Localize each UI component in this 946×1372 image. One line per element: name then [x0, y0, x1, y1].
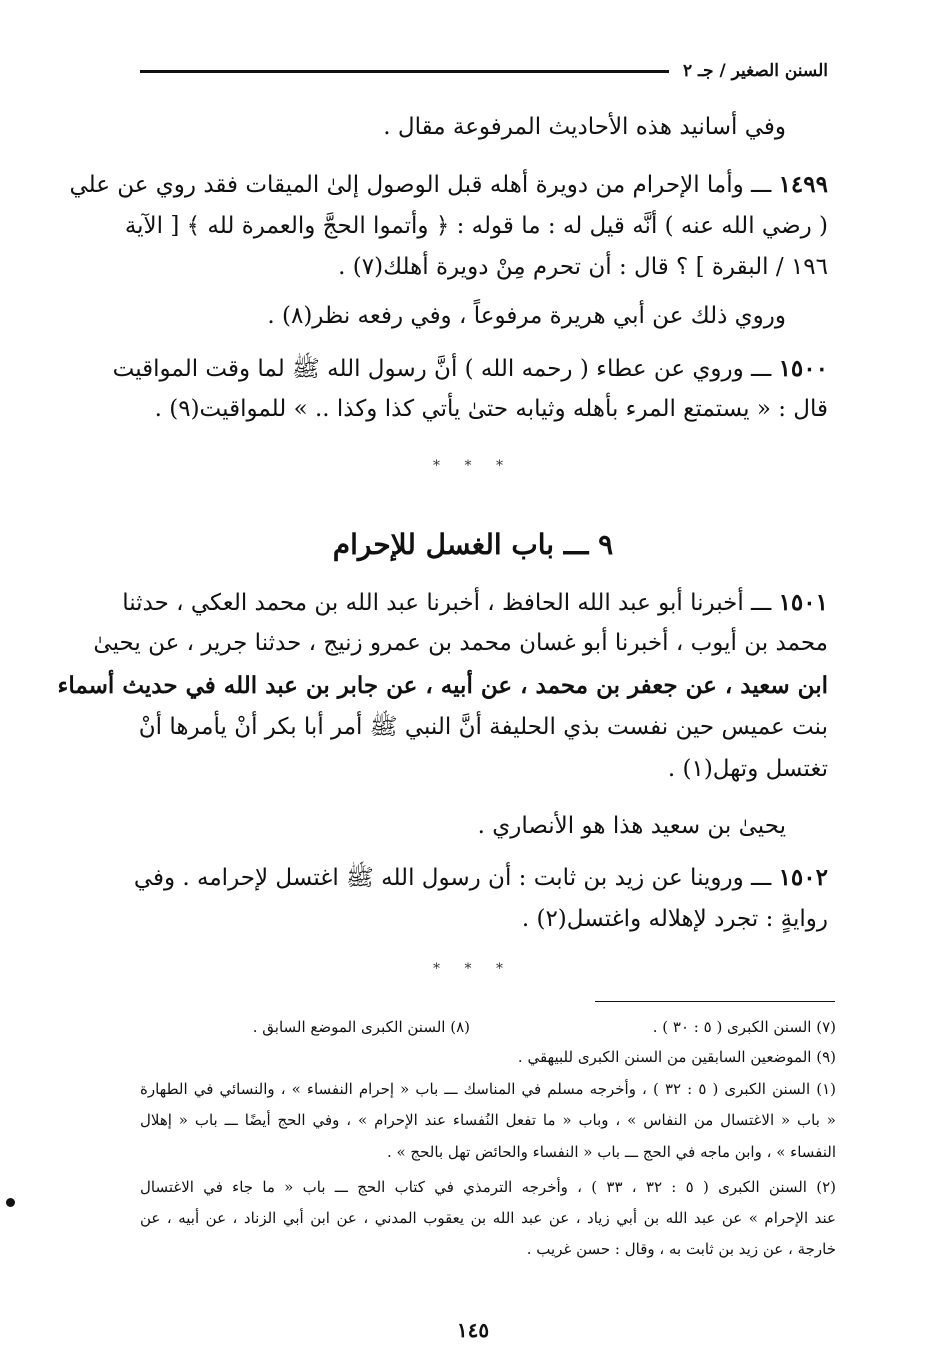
hadith-number: ١٥٠١ — [778, 589, 828, 616]
footnote-9: (٩) الموضعين السابقين من السنن الكبرى للبيهقي . — [517, 1048, 836, 1066]
footnote-rule — [595, 1001, 835, 1002]
text-line: وفي أسانيد هذه الأحاديث المرفوعة مقال . — [383, 114, 786, 140]
footnote-1-line-3: النفساء » ، وابن ماجه في الحج ـــ باب « النفساء والحائض تهل بالحج » . — [386, 1143, 836, 1161]
hadith-1501-line-2: محمد بن أيوب ، أخبرنا أبو غسان محمد بن عمرو زنيج ، حدثنا جرير ، عن يحيىٰ — [93, 630, 828, 656]
section-divider: * * * — [433, 961, 513, 977]
footnote-1-line-2: « باب « الاغتسال من النفاس » ، وباب « ما تفعل النُفساء عند الإحرام » ، وفي الحج أيضًا ـــ باب « إهلال — [140, 1111, 836, 1129]
hadith-1502-line-1 — [133, 861, 828, 895]
page-number: ١٤٥ — [456, 1318, 490, 1342]
hadith-1502-line-2: روايةٍ : تجرد لإهلاله واغتسل(٢) . — [521, 906, 828, 932]
hadith-1499-line-2: ( رضي الله عنه ) أنَّه قيل له : ما قوله : ﴿ وأتموا الحجَّ والعمرة لله ﴾ [ الآية — [124, 213, 828, 239]
hadith-1501-line-5: تغتسل وتهل(١) . — [667, 756, 828, 782]
footnote-7: (٧) السنن الكبرى ( ٥ : ٣٠ ) . — [652, 1018, 836, 1036]
text-line: وروي ذلك عن أبي هريرة مرفوعاً ، وفي رفعه نظر(٨) . — [267, 303, 786, 329]
hadith-text: ـــ أخبرنا أبو عبد الله الحافظ ، أخبرنا عبد الله بن محمد العكي ، حدثنا — [122, 590, 772, 616]
footnote-1-line-1: (١) السنن الكبرى ( ٥ : ٣٢ ) ، وأخرجه مسلم في المناسك ـــ باب « إحرام النفساء » ، والنسائي في الطهارة — [140, 1080, 837, 1098]
hadith-1499-line-3: ١٩٦ / البقرة ] ؟ قال : أن تحرم مِنْ دويرة أهلك(٧) . — [338, 254, 828, 280]
hadith-1501-line-4: بنت عميس حين نفست بذي الحليفة أنَّ النبي ﷺ أمر أبا بكر أنْ يأمرها أنْ — [138, 714, 828, 740]
hadith-1500-line-1 — [112, 352, 828, 386]
hadith-text: ـــ وروي عن عطاء ( رحمه الله ) أنَّ رسول الله ﷺ لما وقت المواقيت — [112, 356, 772, 382]
hadith-text: ـــ وأما الإحرام من دويرة أهله قبل الوصول إلىٰ الميقات فقد روي عن علي — [69, 172, 772, 198]
footnote-2-line-2: عند الإحرام » عن عبد الله بن أبي زياد ، عن عبد الله بن يعقوب المدني ، عن ابن أبي الزناد ، عن أبيه ، عن — [140, 1209, 836, 1227]
section-divider: * * * — [433, 458, 513, 474]
hadith-number: ١٤٩٩ — [778, 171, 828, 198]
running-header — [140, 56, 828, 86]
footnote-2-line-1: (٢) السنن الكبرى ( ٥ : ٣٢ ، ٣٣ ) ، وأخرجه الترمذي في كتاب الحج ـــ باب « ما جاء في الاغتسال — [140, 1178, 837, 1196]
header-rule — [140, 70, 669, 73]
hadith-1499-line-1 — [69, 168, 828, 202]
hadith-number: ١٥٠٠ — [778, 355, 828, 382]
hadith-number: ١٥٠٢ — [778, 864, 828, 891]
margin-mark — [6, 1198, 15, 1207]
hadith-1501-line-3: ابن سعيد ، عن جعفر بن محمد ، عن أبيه ، عن جابر بن عبد الله في حديث أسماء — [57, 672, 828, 699]
chapter-heading: ٩ ـــ باب الغسل للإحرام — [332, 528, 614, 561]
text-line: يحيىٰ بن سعيد هذا هو الأنصاري . — [477, 813, 786, 839]
footnote-2-line-3: خارجة ، عن زيد بن ثابت به ، وقال : حسن غريب . — [526, 1240, 836, 1258]
hadith-1501-line-1 — [122, 586, 828, 620]
footnote-8: (٨) السنن الكبرى الموضع السابق . — [252, 1018, 470, 1036]
running-title: السنن الصغير / جـ ٢ — [682, 61, 828, 81]
hadith-1500-line-2: قال : « يستمتع المرء بأهله وثيابه حتىٰ يأتي كذا وكذا .. » للمواقيت(٩) . — [154, 396, 828, 422]
hadith-text: ـــ وروينا عن زيد بن ثابت : أن رسول الله ﷺ اغتسل لإحرامه . وفي — [133, 865, 772, 891]
